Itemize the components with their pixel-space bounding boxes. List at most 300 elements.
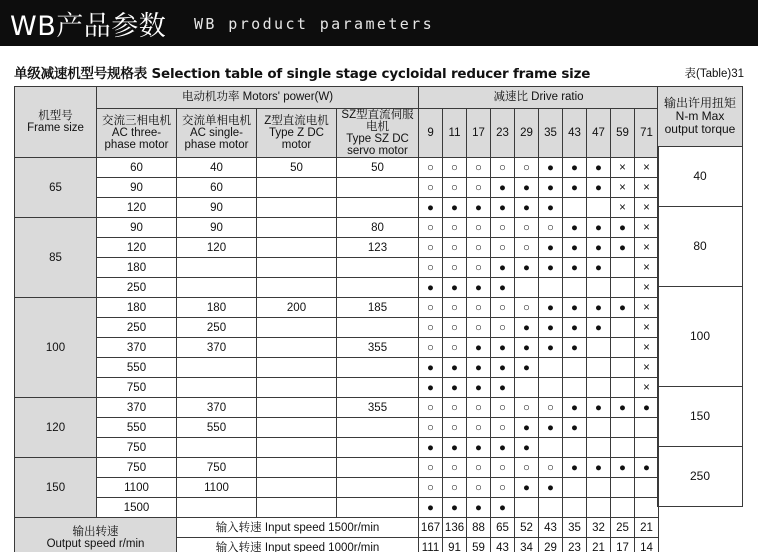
output-torque-cell: 150 xyxy=(658,387,743,447)
table-row xyxy=(15,178,659,198)
ratio-mark xyxy=(587,338,611,358)
ratio-mark xyxy=(587,358,611,378)
frame-size-header xyxy=(15,87,97,158)
ratio-mark xyxy=(611,338,635,358)
output-speed-value: 21 xyxy=(587,538,611,552)
ratio-mark xyxy=(539,378,563,398)
ratio-mark: ○ xyxy=(419,298,443,318)
ratio-mark: ● xyxy=(587,158,611,178)
ratio-mark xyxy=(515,378,539,398)
ratio-mark xyxy=(587,198,611,218)
motor-power-cell xyxy=(257,378,337,398)
ratio-mark: ● xyxy=(491,278,515,298)
banner-title: WB产品参数 xyxy=(10,11,167,42)
ratio-mark: ● xyxy=(467,198,491,218)
ratio-mark xyxy=(611,358,635,378)
ratio-mark: ○ xyxy=(491,298,515,318)
output-torque-cell: 250 xyxy=(658,447,743,507)
ratio-mark: ● xyxy=(587,238,611,258)
motor-power-cell xyxy=(337,358,419,378)
motor-power-cell: 120 xyxy=(97,238,177,258)
frame-size-header-en: Frame size xyxy=(27,122,84,135)
motor-power-cell: 370 xyxy=(177,338,257,358)
motor-power-cell: 60 xyxy=(177,178,257,198)
motor-power-cell xyxy=(337,178,419,198)
ratio-mark: ○ xyxy=(443,458,467,478)
ratio-mark: ● xyxy=(587,178,611,198)
motor-power-cell xyxy=(257,398,337,418)
motor-power-cell: 750 xyxy=(97,438,177,458)
ratio-mark xyxy=(635,478,659,498)
ratio-mark: ● xyxy=(635,458,659,478)
motor-power-cell: 550 xyxy=(97,358,177,378)
motor-power-cell xyxy=(177,498,257,518)
ratio-mark: ● xyxy=(587,458,611,478)
ratio-mark: × xyxy=(635,238,659,258)
motor-power-cell: 355 xyxy=(337,338,419,358)
ratio-mark: ● xyxy=(467,338,491,358)
ratio-mark: ● xyxy=(491,338,515,358)
ratio-mark: ○ xyxy=(443,318,467,338)
ac-single-phase-header-en: AC single-phase motor xyxy=(184,127,249,152)
ratio-header: 59 xyxy=(611,109,635,158)
ratio-mark: ○ xyxy=(491,158,515,178)
ratio-mark: ○ xyxy=(419,398,443,418)
ratio-mark: ○ xyxy=(467,218,491,238)
ratio-mark: ● xyxy=(515,318,539,338)
motor-power-cell xyxy=(257,438,337,458)
motor-power-cell: 200 xyxy=(257,298,337,318)
ratio-header: 35 xyxy=(539,109,563,158)
ratio-mark: ● xyxy=(419,498,443,518)
output-speed-value: 136 xyxy=(443,518,467,538)
ratio-mark: ● xyxy=(515,258,539,278)
ratio-mark: × xyxy=(635,298,659,318)
motor-power-cell xyxy=(337,318,419,338)
ratio-mark xyxy=(539,358,563,378)
ratio-mark: ○ xyxy=(515,298,539,318)
output-speed-value: 14 xyxy=(635,538,659,552)
ratio-mark: ● xyxy=(587,258,611,278)
motor-power-cell xyxy=(257,218,337,238)
ratio-mark: ● xyxy=(611,238,635,258)
ratio-header: 11 xyxy=(443,109,467,158)
output-torque-cell: 40 xyxy=(658,147,743,207)
ratio-header: 47 xyxy=(587,109,611,158)
ratio-mark: ○ xyxy=(515,458,539,478)
ratio-mark: ○ xyxy=(467,418,491,438)
ratio-mark: × xyxy=(635,218,659,238)
output-speed-value: 59 xyxy=(467,538,491,552)
motor-power-cell: 60 xyxy=(97,158,177,178)
ratio-mark: ○ xyxy=(443,158,467,178)
ac-single-phase-header-zh: 交流单相电机 xyxy=(182,115,251,128)
table-number: 表(Table)31 xyxy=(684,68,744,80)
motor-power-cell: 750 xyxy=(97,458,177,478)
ratio-mark xyxy=(563,358,587,378)
ratio-mark xyxy=(587,498,611,518)
ac-three-phase-header-en: AC three-phase motor xyxy=(104,127,169,152)
ratio-mark: × xyxy=(635,198,659,218)
ratio-mark: ○ xyxy=(419,238,443,258)
ratio-mark: ● xyxy=(467,498,491,518)
motor-power-cell: 1500 xyxy=(97,498,177,518)
banner-subtitle: WB product parameters xyxy=(194,15,435,33)
table-row xyxy=(15,378,659,398)
table-row xyxy=(658,387,743,447)
motor-power-cell xyxy=(257,358,337,378)
ratio-mark: × xyxy=(635,158,659,178)
ratio-mark: × xyxy=(611,198,635,218)
ratio-mark: ○ xyxy=(419,318,443,338)
ac-three-phase-header-zh: 交流三相电机 xyxy=(102,115,171,128)
motor-power-cell xyxy=(177,358,257,378)
motor-power-cell xyxy=(257,318,337,338)
motor-power-cell xyxy=(177,258,257,278)
table-row xyxy=(15,198,659,218)
ratio-mark: ● xyxy=(539,238,563,258)
ratio-mark: ● xyxy=(587,398,611,418)
output-speed-value: 17 xyxy=(611,538,635,552)
selection-table xyxy=(14,86,659,552)
ratio-mark: ● xyxy=(539,298,563,318)
ratio-mark: ○ xyxy=(443,258,467,278)
ratio-mark: ● xyxy=(587,298,611,318)
motor-power-cell xyxy=(257,418,337,438)
output-speed-value: 34 xyxy=(515,538,539,552)
ratio-mark xyxy=(611,378,635,398)
output-torque-cell: 80 xyxy=(658,207,743,287)
motor-power-cell: 250 xyxy=(97,318,177,338)
motor-power-cell xyxy=(337,498,419,518)
ratio-mark: × xyxy=(611,158,635,178)
motor-power-cell xyxy=(257,238,337,258)
table-row xyxy=(15,278,659,298)
table-row xyxy=(15,498,659,518)
ratio-mark: ○ xyxy=(443,478,467,498)
ratio-mark: ● xyxy=(491,498,515,518)
table-row xyxy=(15,318,659,338)
ratio-mark: ○ xyxy=(491,478,515,498)
motor-power-cell xyxy=(257,178,337,198)
ratio-mark: ● xyxy=(491,378,515,398)
ratio-mark xyxy=(611,278,635,298)
ratio-mark: ○ xyxy=(467,238,491,258)
ratio-mark: ● xyxy=(515,198,539,218)
motor-power-cell: 185 xyxy=(337,298,419,318)
ratio-mark: ○ xyxy=(491,418,515,438)
ratio-mark: ○ xyxy=(419,338,443,358)
ratio-mark: ● xyxy=(563,258,587,278)
output-torque-header-en: N-m Max output torque xyxy=(664,108,736,137)
output-speed-value: 32 xyxy=(587,518,611,538)
ratio-mark: ● xyxy=(419,278,443,298)
ratio-header: 29 xyxy=(515,109,539,158)
output-speed-label-zh: 输出转速 xyxy=(72,525,119,538)
motor-power-cell: 370 xyxy=(97,398,177,418)
motor-power-cell: 370 xyxy=(97,338,177,358)
table-row xyxy=(15,478,659,498)
ratio-mark: ● xyxy=(491,198,515,218)
ratio-mark: ● xyxy=(419,378,443,398)
ratio-mark: ● xyxy=(491,358,515,378)
ratio-mark xyxy=(563,278,587,298)
type-sz-servo-header-zh: SZ型直流伺服电机 xyxy=(341,109,414,134)
ratio-mark: ● xyxy=(563,458,587,478)
table-row xyxy=(15,418,659,438)
ratio-mark: ○ xyxy=(419,178,443,198)
output-speed-value: 43 xyxy=(539,518,563,538)
ratio-mark: ○ xyxy=(467,298,491,318)
ratio-header: 17 xyxy=(467,109,491,158)
table-row xyxy=(15,458,659,478)
output-speed-value: 167 xyxy=(419,518,443,538)
ratio-mark: ● xyxy=(539,418,563,438)
motor-power-cell: 123 xyxy=(337,238,419,258)
ratio-mark: × xyxy=(611,178,635,198)
ratio-header: 9 xyxy=(419,109,443,158)
ac-single-phase-header xyxy=(177,109,257,158)
ratio-mark xyxy=(539,278,563,298)
ratio-mark: ● xyxy=(635,398,659,418)
motor-power-cell: 750 xyxy=(177,458,257,478)
motor-power-cell: 90 xyxy=(177,218,257,238)
ratio-mark: ● xyxy=(563,178,587,198)
table-row xyxy=(15,218,659,238)
ratio-mark: ○ xyxy=(515,238,539,258)
motor-power-cell xyxy=(337,478,419,498)
ratio-mark: ○ xyxy=(491,318,515,338)
type-z-dc-header xyxy=(257,109,337,158)
motor-power-cell xyxy=(177,278,257,298)
ratio-mark: ● xyxy=(563,398,587,418)
ratio-mark: ○ xyxy=(515,158,539,178)
output-speed-value: 23 xyxy=(563,538,587,552)
motor-power-cell xyxy=(337,458,419,478)
ratio-mark xyxy=(587,418,611,438)
ratio-mark: ● xyxy=(539,258,563,278)
output-torque-cell: 100 xyxy=(658,287,743,387)
ratio-mark: ● xyxy=(563,298,587,318)
ratio-mark xyxy=(611,498,635,518)
ratio-mark: ○ xyxy=(419,418,443,438)
ratio-mark xyxy=(611,258,635,278)
ratio-mark: ● xyxy=(515,178,539,198)
input-speed-label: 输入转速 Input speed 1000r/min xyxy=(177,538,419,552)
ratio-mark xyxy=(563,378,587,398)
ratio-mark xyxy=(563,498,587,518)
ratio-mark: ○ xyxy=(539,458,563,478)
ratio-mark xyxy=(563,198,587,218)
type-z-dc-header-en: Type Z DC motor xyxy=(269,127,324,152)
ratio-mark: × xyxy=(635,378,659,398)
ratio-mark: ● xyxy=(563,338,587,358)
ratio-mark: ● xyxy=(539,158,563,178)
motor-power-cell xyxy=(257,198,337,218)
motor-power-cell: 50 xyxy=(337,158,419,178)
ratio-mark xyxy=(587,378,611,398)
motor-power-cell: 1100 xyxy=(97,478,177,498)
table-row xyxy=(15,258,659,278)
ratio-mark: ● xyxy=(443,498,467,518)
table-row xyxy=(15,398,659,418)
ratio-mark: ● xyxy=(563,318,587,338)
ratio-mark: ● xyxy=(419,358,443,378)
ratio-mark: ● xyxy=(539,338,563,358)
motor-power-cell: 550 xyxy=(177,418,257,438)
ratio-mark: ○ xyxy=(491,458,515,478)
ratio-mark: ● xyxy=(443,438,467,458)
output-speed-value: 29 xyxy=(539,538,563,552)
motor-power-cell: 355 xyxy=(337,398,419,418)
ratio-mark: ○ xyxy=(491,238,515,258)
table-row xyxy=(15,298,659,318)
motor-power-cell: 550 xyxy=(97,418,177,438)
speed-row xyxy=(15,518,659,538)
ratio-mark: ○ xyxy=(467,178,491,198)
output-torque-table xyxy=(657,86,743,507)
motor-power-cell xyxy=(337,438,419,458)
ratio-mark: ● xyxy=(467,278,491,298)
ratio-mark: ○ xyxy=(539,218,563,238)
ratio-mark: ● xyxy=(563,418,587,438)
type-sz-servo-header xyxy=(337,109,419,158)
ratio-mark: × xyxy=(635,318,659,338)
ratio-mark: ○ xyxy=(443,178,467,198)
ratio-mark xyxy=(587,438,611,458)
ac-three-phase-header xyxy=(97,109,177,158)
ratio-mark: ○ xyxy=(515,218,539,238)
ratio-mark: ○ xyxy=(467,158,491,178)
ratio-mark: ○ xyxy=(419,478,443,498)
ratio-mark xyxy=(611,318,635,338)
ratio-mark: ● xyxy=(611,458,635,478)
ratio-mark: ● xyxy=(491,258,515,278)
frame-size-cell: 120 xyxy=(15,398,97,458)
ratio-mark: ○ xyxy=(467,318,491,338)
table-row xyxy=(15,238,659,258)
motor-power-cell xyxy=(337,418,419,438)
output-speed-label xyxy=(15,518,177,552)
table-row xyxy=(15,338,659,358)
motor-power-cell xyxy=(257,258,337,278)
ratio-mark xyxy=(587,478,611,498)
ratio-mark: ● xyxy=(515,418,539,438)
motor-power-cell xyxy=(337,378,419,398)
output-speed-label-en: Output speed r/min xyxy=(46,537,145,550)
ratio-mark: ● xyxy=(611,298,635,318)
ratio-mark: ○ xyxy=(443,398,467,418)
motor-power-cell xyxy=(257,498,337,518)
ratio-mark: ● xyxy=(491,438,515,458)
type-sz-servo-header-en: Type SZ DC servo motor xyxy=(346,133,409,158)
ratio-mark: ○ xyxy=(467,258,491,278)
motor-power-cell xyxy=(257,478,337,498)
ratio-mark: ● xyxy=(443,358,467,378)
ratio-mark: ○ xyxy=(443,298,467,318)
table-row xyxy=(658,147,743,207)
ratio-mark: ○ xyxy=(515,398,539,418)
motor-power-cell: 120 xyxy=(97,198,177,218)
ratio-mark: ○ xyxy=(467,458,491,478)
ratio-mark: ○ xyxy=(419,158,443,178)
ratio-mark: ● xyxy=(515,478,539,498)
motor-power-cell: 80 xyxy=(337,218,419,238)
ratio-mark: ● xyxy=(563,238,587,258)
motor-power-cell xyxy=(337,258,419,278)
ratio-mark: × xyxy=(635,258,659,278)
ratio-header: 23 xyxy=(491,109,515,158)
frame-size-cell: 85 xyxy=(15,218,97,298)
table-row xyxy=(658,207,743,287)
output-speed-value: 43 xyxy=(491,538,515,552)
ratio-mark: ● xyxy=(515,358,539,378)
ratio-mark xyxy=(611,418,635,438)
ratio-mark: ● xyxy=(539,198,563,218)
motor-power-cell: 180 xyxy=(97,258,177,278)
ratio-mark: ● xyxy=(563,158,587,178)
motor-power-cell xyxy=(337,278,419,298)
motor-power-cell: 180 xyxy=(177,298,257,318)
table-row xyxy=(658,287,743,387)
motor-power-cell: 370 xyxy=(177,398,257,418)
table-heading: 单级减速机型号规格表 Selection table of single stage cycloidal reducer frame size xyxy=(14,66,591,82)
type-z-dc-header-zh: Z型直流电机 xyxy=(264,115,329,128)
ratio-mark: ● xyxy=(443,198,467,218)
ratio-mark: ● xyxy=(587,318,611,338)
output-speed-value: 111 xyxy=(419,538,443,552)
motor-power-cell: 180 xyxy=(97,298,177,318)
motor-power-cell: 1100 xyxy=(177,478,257,498)
drive-ratio-header: 减速比 Drive ratio xyxy=(419,87,659,109)
output-speed-value: 25 xyxy=(611,518,635,538)
ratio-mark: ● xyxy=(419,438,443,458)
ratio-mark xyxy=(539,498,563,518)
ratio-mark: ● xyxy=(419,198,443,218)
ratio-mark: ● xyxy=(515,438,539,458)
output-torque-header xyxy=(658,87,743,147)
motor-power-cell: 90 xyxy=(97,178,177,198)
ratio-mark: ○ xyxy=(539,398,563,418)
frame-size-cell: 100 xyxy=(15,298,97,398)
ratio-mark: ○ xyxy=(443,338,467,358)
ratio-mark: ○ xyxy=(443,218,467,238)
ratio-mark: ● xyxy=(443,278,467,298)
ratio-mark: ● xyxy=(587,218,611,238)
motor-power-cell: 750 xyxy=(97,378,177,398)
ratio-mark xyxy=(515,498,539,518)
ratio-mark: ○ xyxy=(443,238,467,258)
motor-power-cell: 250 xyxy=(97,278,177,298)
ratio-mark: ● xyxy=(539,318,563,338)
motor-power-cell xyxy=(337,198,419,218)
output-speed-value: 35 xyxy=(563,518,587,538)
motor-power-header: 电动机功率 Motors' power(W) xyxy=(97,87,419,109)
output-speed-value: 91 xyxy=(443,538,467,552)
ratio-mark: ● xyxy=(611,398,635,418)
ratio-mark: × xyxy=(635,338,659,358)
input-speed-label: 输入转速 Input speed 1500r/min xyxy=(177,518,419,538)
ratio-mark xyxy=(611,438,635,458)
ratio-mark xyxy=(587,278,611,298)
ratio-mark: ● xyxy=(563,218,587,238)
frame-size-header-zh: 机型号 xyxy=(38,110,73,123)
ratio-mark: ○ xyxy=(491,398,515,418)
ratio-header: 43 xyxy=(563,109,587,158)
ratio-mark: ○ xyxy=(467,398,491,418)
motor-power-cell xyxy=(257,278,337,298)
output-speed-value: 21 xyxy=(635,518,659,538)
